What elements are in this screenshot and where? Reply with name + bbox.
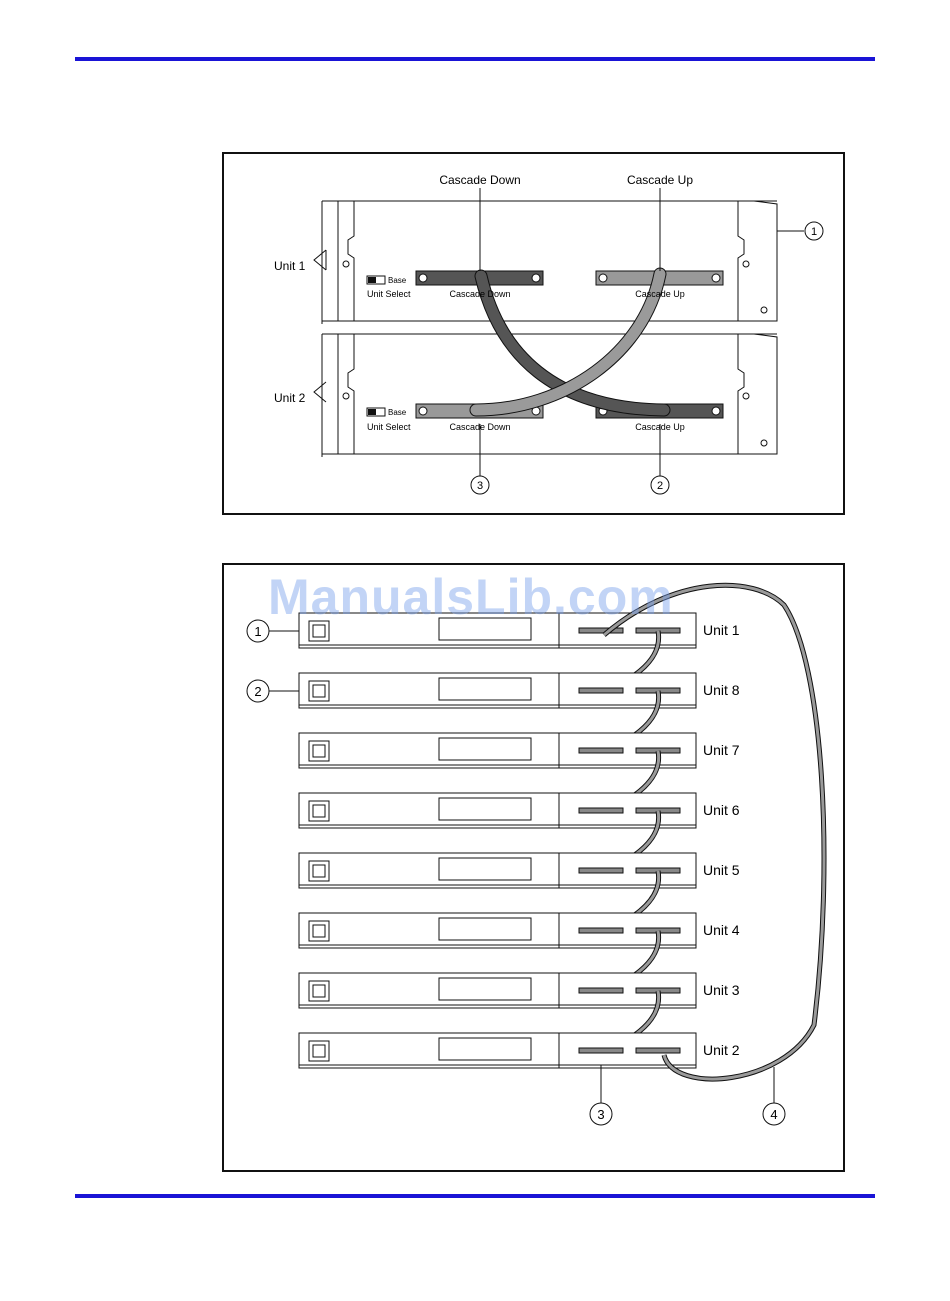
cascade-down-port [579, 748, 623, 753]
switch-unit [299, 913, 740, 948]
unit1-port-down-label: Cascade Down [449, 289, 511, 299]
callout-2: 2 [656, 480, 664, 492]
switch-unit [299, 853, 740, 888]
label-unit-2: Unit 2 [274, 391, 306, 405]
unit1-chassis [322, 201, 777, 324]
expansion-slot [439, 978, 531, 1000]
expansion-slot [439, 738, 531, 760]
unit-label: Unit 6 [703, 802, 740, 818]
unit-label: Unit 1 [703, 622, 740, 638]
switch-unit [299, 673, 740, 708]
switch-unit [299, 793, 740, 828]
unit2-port-down-label: Cascade Down [449, 422, 511, 432]
cascade-down-port [579, 988, 623, 993]
unit-label: Unit 3 [703, 982, 740, 998]
unit2-select-switch [367, 408, 385, 416]
switch-unit [299, 1033, 740, 1068]
unit1-select-switch [367, 276, 385, 284]
switch-unit [299, 973, 740, 1008]
cascade-down-port [579, 808, 623, 813]
cascade-down-port [579, 628, 623, 633]
unit2-base-label: Base [388, 408, 407, 417]
expansion-slot [439, 858, 531, 880]
bottom-rule [75, 1194, 875, 1198]
label-unit-1: Unit 1 [274, 259, 306, 273]
figure-cascade-two-units [222, 152, 845, 515]
unit-label: Unit 4 [703, 922, 740, 938]
unit1-port-up-label: Cascade Up [635, 289, 685, 299]
expansion-slot [439, 798, 531, 820]
switch-unit [299, 733, 740, 768]
unit-label: Unit 5 [703, 862, 740, 878]
figure2-drawing [224, 565, 847, 1174]
expansion-slot [439, 918, 531, 940]
callout-3: 3 [476, 480, 484, 492]
callout-2: 2 [254, 684, 262, 699]
callout-1: 1 [254, 624, 262, 639]
unit1-select-label: Unit Select [367, 289, 411, 299]
figure1-drawing [224, 154, 847, 517]
unit2-select-label: Unit Select [367, 422, 411, 432]
unit2-port-up-label: Cascade Up [635, 422, 685, 432]
unit1-base-label: Base [388, 276, 407, 285]
callout-4: 4 [770, 1107, 778, 1122]
callout-1: 1 [810, 226, 818, 238]
cascade-down-port [579, 1048, 623, 1053]
unit-label: Unit 2 [703, 1042, 740, 1058]
expansion-slot [439, 1038, 531, 1060]
unit-label: Unit 7 [703, 742, 740, 758]
label-cascade-up: Cascade Up [626, 173, 694, 187]
label-cascade-down: Cascade Down [439, 173, 521, 187]
figure-cascade-eight-units [222, 563, 845, 1172]
cascade-down-port [579, 868, 623, 873]
cascade-up-port [636, 1048, 680, 1053]
cascade-down-port [579, 688, 623, 693]
unit-label: Unit 8 [703, 682, 740, 698]
cascade-down-port [579, 928, 623, 933]
top-rule [75, 57, 875, 61]
expansion-slot [439, 678, 531, 700]
watermark: ManualsLib.com [268, 569, 674, 625]
callout-3: 3 [597, 1107, 605, 1122]
